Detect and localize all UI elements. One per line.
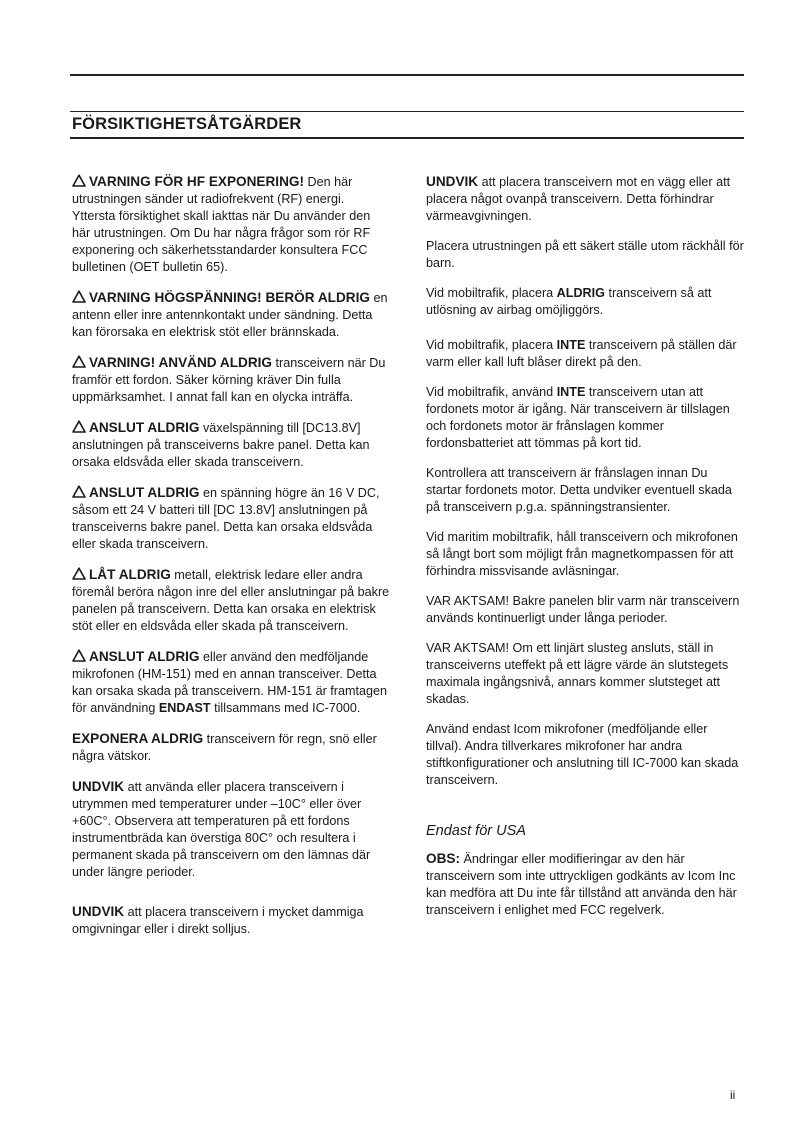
obs-lead: OBS: xyxy=(426,851,460,866)
warning-driving xyxy=(72,354,390,406)
warning-triangle-icon xyxy=(72,355,86,368)
warning-over-voltage xyxy=(72,484,390,553)
caution-temperature xyxy=(72,778,390,881)
caution-wall xyxy=(426,173,744,225)
warning-triangle-icon xyxy=(72,290,86,303)
warning-text: Den här utrustningen sänder ut radiofrekvent (RF) energi. Yttersta försiktighet skall iakttas när Du använder den här utrustningen. Om Du har några frågor som rör RF exponering och säkerhetsstandarder konsultera FCC bulletinen (OET bulletin 65). xyxy=(72,175,371,274)
warning-triangle-icon xyxy=(72,420,86,433)
right-column xyxy=(426,173,744,932)
caution-text: att placera transceivern i mycket dammiga omgivningar eller i direkt solljus. xyxy=(72,905,364,936)
caution-maritime xyxy=(426,529,744,580)
warning-text: en antenn eller inre antennkontakt under sändning. Detta kan förorsaka en elektrisk stöt eller brännskada. xyxy=(72,291,388,339)
warning-text: en spänning högre än 16 V DC, såsom ett 24 V batteri till [DC 13.8V] anslutningen på transceiverns bakre panel. Detta kan orsaka eldsvåda eller skada transceivern. xyxy=(72,486,380,551)
left-column xyxy=(72,173,390,951)
caution-microphones xyxy=(426,721,744,789)
warning-lead: VARNING FÖR HF EXPONERING! xyxy=(89,174,304,189)
warning-microphone xyxy=(72,648,390,717)
warning-triangle-icon xyxy=(72,485,86,498)
warning-lead: VARNING HÖGSPÄNNING! BERÖR ALDRIG xyxy=(89,290,370,305)
page-number: ii xyxy=(730,1088,736,1102)
caution-text: transceivern utan att fordonets motor är igång. När transceivern är tillslagen och fordonets motor är frånslagen kommer fordonsbatteriet att tömmas på kort tid. xyxy=(426,385,730,450)
emphasis: ENDAST xyxy=(158,701,211,715)
caution-airbag xyxy=(426,285,744,319)
caution-lead: UNDVIK xyxy=(72,904,125,919)
caution-air-flow xyxy=(426,337,744,371)
top-rule xyxy=(70,74,744,76)
warning-lead: VARNING! ANVÄND ALDRIG xyxy=(89,355,273,370)
emphasis: INTE xyxy=(556,385,586,399)
caution-lead: UNDVIK xyxy=(426,174,479,189)
caution-engine-start xyxy=(426,465,744,516)
caution-amplifier xyxy=(426,640,744,708)
warning-text: metall, elektrisk ledare eller andra föremål beröra någon inre del eller anslutningar på bakre panelen på transceivern. Detta kan orsaka en elektrisk stöt eller en eldsvåda eller skada på transceivern. xyxy=(72,568,390,633)
warning-metal-contact xyxy=(72,566,390,635)
warning-triangle-icon xyxy=(72,174,86,187)
caution-text: Placera utrustningen på ett säkert ställe utom räckhåll för barn. xyxy=(426,239,744,270)
warning-text: transceivern när Du framför ett fordon. Säker körning kräver Din fulla uppmärksamhet. I annat fall kan en olycka inträffa. xyxy=(72,356,386,404)
caution-text: Vid maritim mobiltrafik, håll transceivern och mikrofonen så långt bort som möjligt från magnetkompassen för att förhindra missvisande avläsningar. xyxy=(426,530,738,578)
title-top-rule xyxy=(70,111,744,112)
page-title: FÖRSIKTIGHETSÅTGÄRDER xyxy=(72,115,302,133)
warning-triangle-icon xyxy=(72,567,86,580)
caution-text: att använda eller placera transceivern i utrymmen med temperaturer under –10C° eller över +60C°. Observera att temperaturen på ett fordons instrumentbräda kan överstiga 80C° och resultera i permanent skada på transceivern om den lämnas där under längre perioder. xyxy=(72,780,371,879)
caution-text: Kontrollera att transceivern är frånslagen innan Du startar fordonets motor. Detta undviker eventuell skada på transceivern p.g.a. spänningstransienter. xyxy=(426,466,732,514)
caution-lead: UNDVIK xyxy=(72,779,125,794)
warning-text: växelspänning till [DC13.8V] anslutningen på transceiverns bakre panel. Detta kan orsaka eldsvåda eller skada transceivern. xyxy=(72,421,370,469)
warning-lead: ANSLUT ALDRIG xyxy=(89,420,200,435)
caution-text: att placera transceivern mot en vägg eller att placera något ovanpå transceivern. Detta förhindrar värmeavgivningen. xyxy=(426,175,731,223)
caution-pre: Vid mobiltrafik, placera xyxy=(426,286,557,300)
warning-lead: LÅT ALDRIG xyxy=(89,567,171,582)
warning-text: eller använd den medföljande mikrofonen (HM-151) med en annan transceiver. Detta kan orsaka skada på transceivern. HM-151 är framtagen för användning xyxy=(72,650,387,715)
caution-text: VAR AKTSAM! Om ett linjärt slusteg ansluts, ställ in transceiverns uteffekt på ett lägre värde än slutstegets maximala ingångsnivå, annars kommer slutsteget att skadas. xyxy=(426,641,729,706)
caution-engine-off xyxy=(426,384,744,452)
warning-triangle-icon xyxy=(72,649,86,662)
warning-rf-exposure xyxy=(72,173,390,276)
caution-lead: EXPONERA ALDRIG xyxy=(72,731,204,746)
emphasis: INTE xyxy=(556,338,586,352)
obs-text: Ändringar eller modifieringar av den här transceivern som inte uttryckligen godkänts av Icom Inc kan medföra att Du inte får tillstånd att använda den här transceivern i enlighet med FCC regelverk. xyxy=(426,852,737,917)
caution-rear-panel xyxy=(426,593,744,627)
obs-notice xyxy=(426,850,744,919)
warning-lead: ANSLUT ALDRIG xyxy=(89,485,200,500)
warning-tail: tillsammans med IC-7000. xyxy=(210,701,361,715)
caution-children xyxy=(426,238,744,272)
caution-text: VAR AKTSAM! Bakre panelen blir varm när transceivern används kontinuerligt under långa perioder. xyxy=(426,594,740,625)
caution-rain xyxy=(72,730,390,765)
caution-text: transceivern så att utlösning av airbag omöjliggörs. xyxy=(426,286,712,317)
caution-pre: Vid mobiltrafik, använd xyxy=(426,385,557,399)
caution-text: transceivern för regn, snö eller några vätskor. xyxy=(72,732,377,763)
warning-lead: ANSLUT ALDRIG xyxy=(89,649,200,664)
caution-text: transceivern på ställen där varm eller kall luft blåser direkt på den. xyxy=(426,338,737,369)
usa-heading: Endast för USA xyxy=(426,823,526,839)
emphasis: ALDRIG xyxy=(556,286,605,300)
warning-high-voltage xyxy=(72,289,390,341)
warning-ac-voltage xyxy=(72,419,390,471)
title-bottom-rule xyxy=(70,137,744,139)
caution-pre: Vid mobiltrafik, placera xyxy=(426,338,557,352)
caution-dust xyxy=(72,903,390,938)
caution-text: Använd endast Icom mikrofoner (medföljande eller tillval). Andra tillverkares mikrofoner har andra stiftkonfigurationer och anslutning till IC-7000 kan skada transceivern. xyxy=(426,722,739,787)
